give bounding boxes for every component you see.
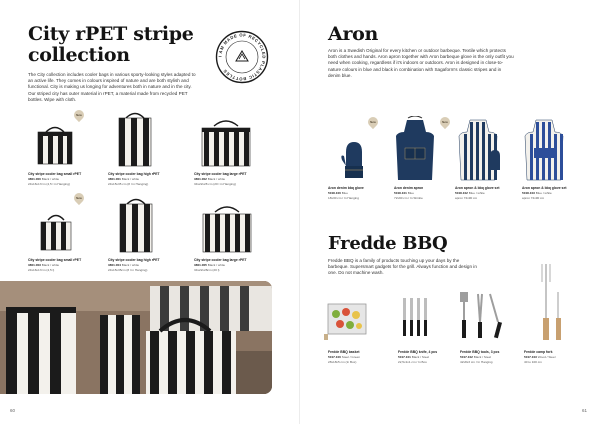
product-code: 3801.001 Black / white [108, 177, 140, 181]
product-city-large-2 [198, 202, 256, 254]
product-name: Aron denim apron [394, 186, 424, 190]
new-badge-text: New [441, 119, 448, 124]
product-code: 3801.005 Black / white [194, 263, 226, 267]
product-bbq-glove [340, 140, 366, 180]
new-badge-text: New [369, 119, 376, 124]
product-code: 3801.000 Black / white [28, 177, 60, 181]
product-city-high-2 [116, 196, 156, 254]
product-code: 5017.103 Wood / Steel [524, 355, 556, 359]
product-dims: 72x90 cm / In Slimbe [394, 196, 423, 200]
page-number-left: 60 [10, 408, 16, 413]
product-apron-set-1 [456, 116, 502, 182]
product-dims: 18x30 cm / In Hanging [328, 196, 359, 200]
product-name: City stripe cooler bag large rPET [194, 172, 247, 176]
product-name: Aron apron & bbq glove set [522, 186, 567, 190]
new-badge-icon [366, 115, 380, 129]
aron-intro: Aron is a Swedish Original for every kitchen or outdoor barbeque. Textile which protects both clothes and hands. Aron apron together with Aron barbeque glove is the only outfit you need when cooking, regardless if it's indoors or outdoors. Aron is designed in close-to-nature colours in blue and black in combination with Sagaform's classic stripes and in denim blue. [328, 48, 514, 78]
product-code: 5017.101 Black / Steel [398, 355, 429, 359]
product-name: City stripe cooler bag large rPET [194, 258, 247, 262]
product-dims: 34x22x28 cm (20 l in Hanging) [194, 182, 236, 186]
product-name: City stripe cooler bag small rPET [28, 258, 82, 262]
lifestyle-photo [0, 281, 272, 394]
fredde-title: Fredde BBQ [328, 233, 448, 254]
product-code: 5018.101 Blue [394, 191, 414, 195]
product-code: 5018.102 Blue / white [455, 191, 485, 195]
product-dims: 22,5x1x1 cm / In Box [398, 360, 427, 364]
product-city-small-2 [36, 210, 76, 252]
product-code: 5018.100 Blue [328, 191, 348, 195]
product-name: Aron apron & bbq glove set [455, 186, 500, 190]
product-bbq-knives [400, 296, 430, 340]
product-camp-fork [526, 262, 566, 344]
page-number-right: 61 [582, 408, 588, 413]
new-badge-icon [72, 191, 86, 205]
product-dims: 40 to 100 cm [524, 360, 542, 364]
new-badge-icon [438, 115, 452, 129]
city-title [28, 24, 194, 66]
product-city-high [114, 110, 156, 168]
city-title-line1: City rPET stripe [28, 23, 194, 45]
product-name: Fredde BBQ tools, 3 pcs [460, 350, 500, 354]
product-city-large [196, 116, 256, 168]
city-title-line2: collection [28, 44, 130, 66]
product-name: Fredde camp fork [524, 350, 553, 354]
product-apron-set-2 [522, 116, 568, 182]
product-code: 5018.103 Blue / white [522, 191, 552, 195]
new-badge-text: New [75, 112, 82, 117]
product-code: 3801.002 Black / white [194, 177, 226, 181]
product-bbq-basket [322, 294, 372, 342]
product-code: 5017.100 Steel / Green [328, 355, 361, 359]
city-intro: The City collection includes cooler bags in various sporty-looking styles adapted to an active life. They comes in colours inspired of nature and are both stylish and functional. City is making us longing for adventures both in nature and in the city. Our striped city has outer material in rPET, a material made from recycled PET bottles. Wipe with cloth. [28, 72, 196, 102]
product-dims: 24x16x17cm (4,5 l) [28, 268, 55, 272]
product-code: 5017.102 Black / Steel [460, 355, 491, 359]
product-dims: 34x22x28cm (20 l) [194, 268, 220, 272]
product-name: City stripe cooler bag small rPET [28, 172, 82, 176]
seal-text: I AM MADE OF RECYCLED PLASTIC BOTTLES [217, 32, 267, 82]
product-name: Aron denim bbq glove [328, 186, 364, 190]
product-dims: 24x16x17cm (4,5 l in Hanging) [28, 182, 70, 186]
product-name: City stripe cooler bag high rPET [108, 258, 160, 262]
recycle-seal-icon [215, 30, 269, 84]
product-name: Fredde BBQ knife, 4 pcs [398, 350, 438, 354]
product-name: Fredde BBQ basket [328, 350, 360, 354]
new-badge-text: New [75, 195, 82, 200]
product-denim-apron [394, 116, 436, 182]
product-bbq-tools [456, 290, 506, 342]
product-dims: 24x15x35cm (8 l in Hanging) [108, 268, 148, 272]
product-code: 3801.003 Black / white [28, 263, 60, 267]
new-badge-icon [72, 108, 86, 122]
product-name: City stripe cooler bag high rPET [108, 172, 160, 176]
product-dims: apron 72x90 cm [455, 196, 478, 200]
product-code: 3801.004 Black / white [108, 263, 140, 267]
product-dims: 42x8x3 cm / In Hanging [460, 360, 493, 364]
product-dims: apron 72x90 cm [522, 196, 545, 200]
product-dims: 24x15x35 cm (8 l in Hanging) [108, 182, 149, 186]
product-city-small [32, 122, 78, 168]
fredde-intro: Fredde BBQ is a family of products touching up your days by the barbeque. Supersmart gadgets for the grill. Always function and design in one. Do not machine wash. [328, 258, 477, 276]
right-page [300, 0, 600, 424]
aron-title: Aron [328, 23, 379, 45]
product-dims: 28x18x5 cm (In Box) [328, 360, 357, 364]
